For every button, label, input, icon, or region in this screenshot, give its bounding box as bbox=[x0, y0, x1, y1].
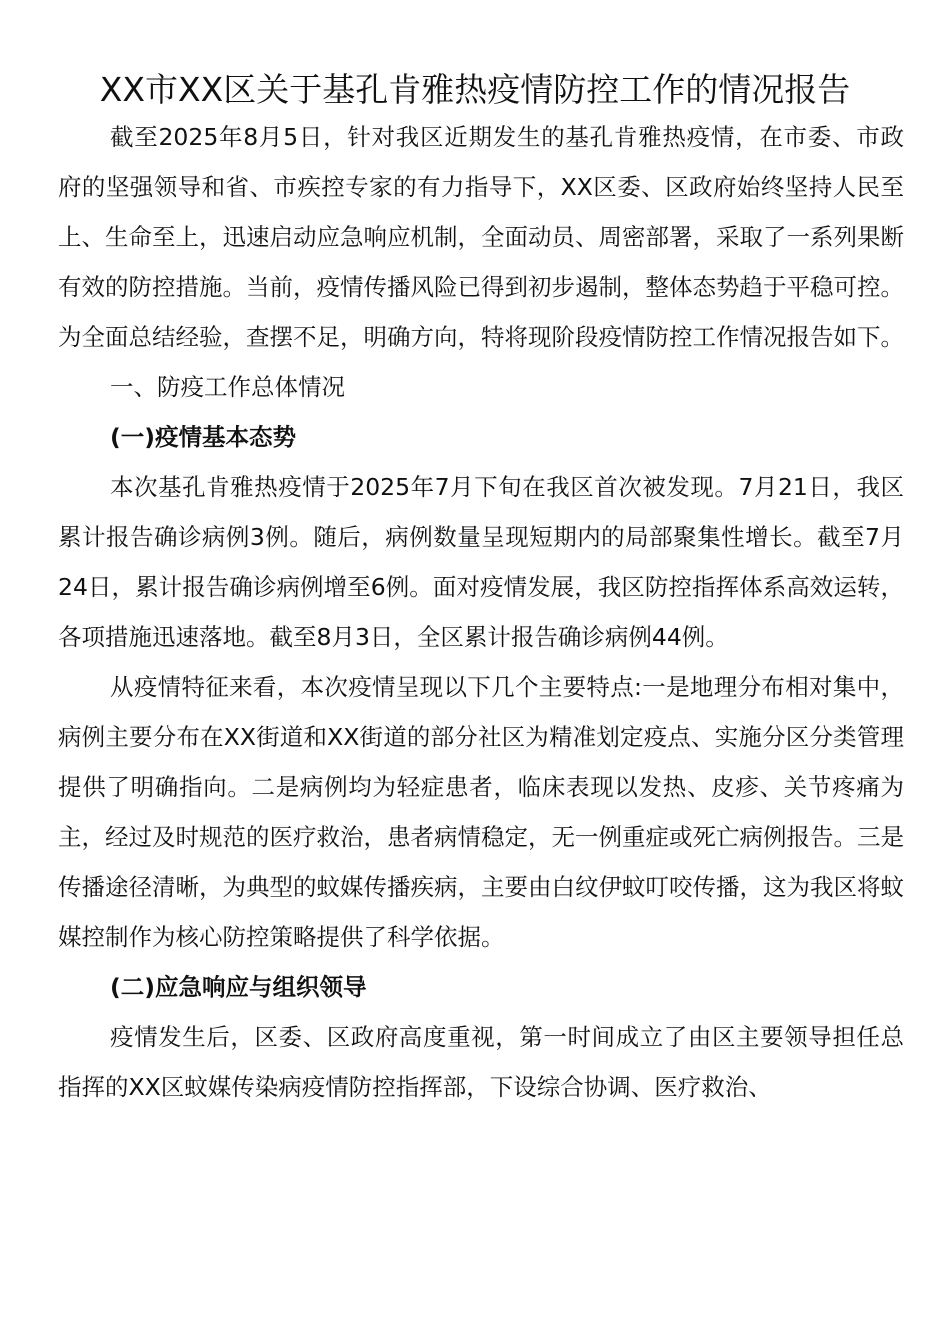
document-title: XX市XX区关于基孔肯雅热疫情防控工作的情况报告 bbox=[99, 70, 851, 109]
situation-paragraph: 本次基孔肯雅热疫情于2025年7月下旬在我区首次被发现。7月21日，我区累计报告确诊病例3例。随后，病例数量呈现短期内的局部聚集性增长。截至7月24日，累计报告确诊病例增至6例。面对疫情发展，我区防控指挥体系高效运转，各项措施迅速落地。截至8月3日，全区累计报告确诊病例44例。 bbox=[58, 473, 904, 651]
subsection-heading-response: (二)应急响应与组织领导 bbox=[110, 973, 367, 1001]
section-heading-overall: 一、防疫工作总体情况 bbox=[110, 373, 345, 401]
response-paragraph: 疫情发生后，区委、区政府高度重视，第一时间成立了由区主要领导担任总指挥的XX区蚊媒传染病疫情防控指挥部，下设综合协调、医疗救治、 bbox=[58, 1023, 904, 1101]
intro-paragraph: 截至2025年8月5日，针对我区近期发生的基孔肯雅热疫情，在市委、市政府的坚强领导和省、市疾控专家的有力指导下，XX区委、区政府始终坚持人民至上、生命至上，迅速启动应急响应机制，全面动员、周密部署，采取了一系列果断有效的防控措施。当前，疫情传播风险已得到初步遏制，整体态势趋于平稳可控。为全面总结经验，查摆不足，明确方向，特将现阶段疫情防控工作情况报告如下。 bbox=[58, 123, 904, 351]
document-body bbox=[58, 112, 904, 1112]
subsection-heading-situation: (一)疫情基本态势 bbox=[110, 423, 296, 451]
features-paragraph: 从疫情特征来看，本次疫情呈现以下几个主要特点:一是地理分布相对集中，病例主要分布在XX街道和XX街道的部分社区为精准划定疫点、实施分区分类管理提供了明确指向。二是病例均为轻症患者，临床表现以发热、皮疹、关节疼痛为主，经过及时规范的医疗救治，患者病情稳定，无一例重症或死亡病例报告。三是传播途径清晰，为典型的蚊媒传播疾病，主要由白纹伊蚊叮咬传播，这为我区将蚊媒控制作为核心防控策略提供了科学依据。 bbox=[58, 673, 904, 951]
